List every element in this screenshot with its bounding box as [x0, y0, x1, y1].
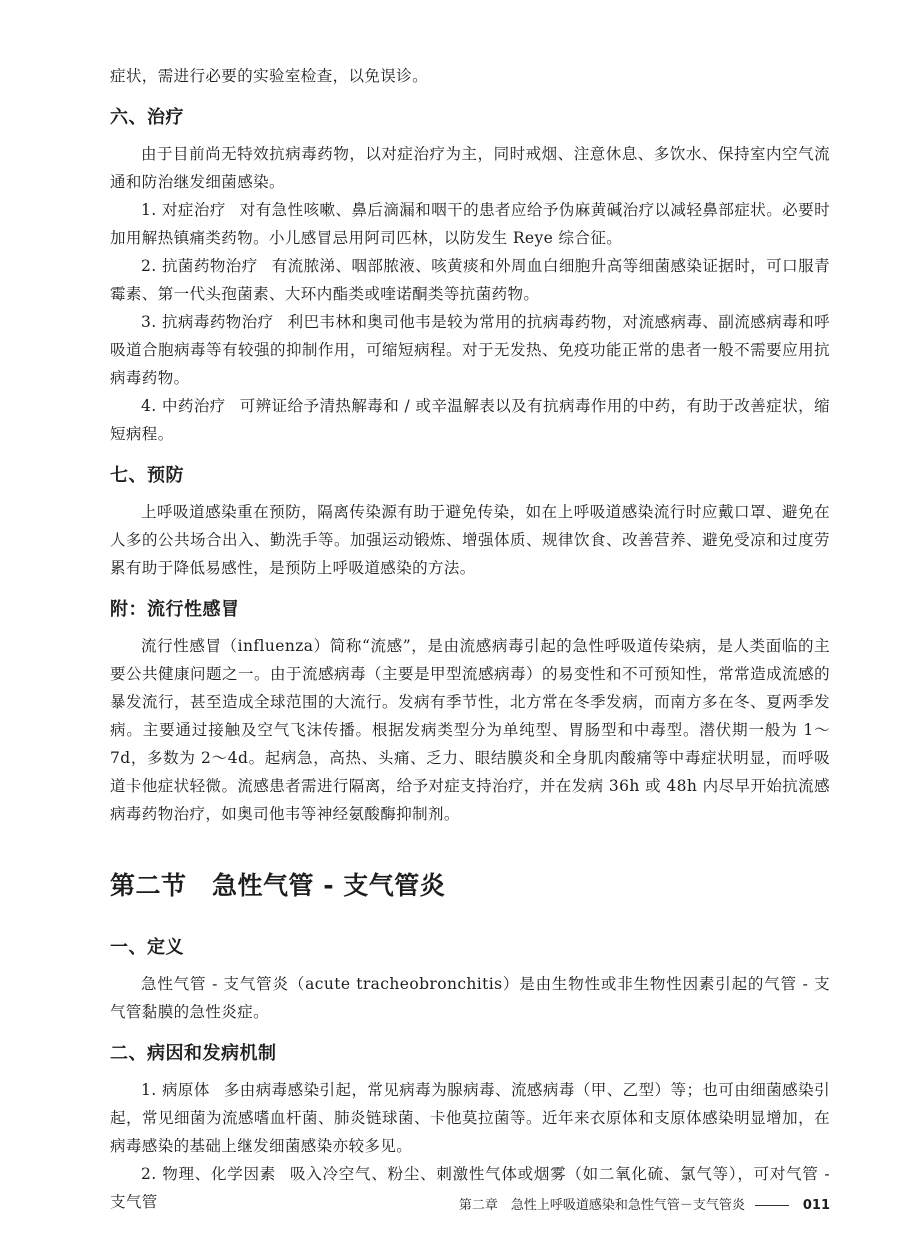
treatment-item [110, 252, 830, 308]
treatment-item [110, 392, 830, 448]
continuation-text: 症状，需进行必要的实验室检查，以免误诊。 [110, 67, 429, 85]
item-text: 对有急性咳嗽、鼻后滴漏和咽干的患者应给予伪麻黄碱治疗以减轻鼻部症状。必要时加用解热镇痛类药物。小儿感冒忌用阿司匹林，以防发生 Reye 综合征。 [110, 201, 830, 247]
definition-text: 急性气管 - 支气管炎（acute tracheobronchitis）是由生物性或非生物性因素引起的气管 - 支气管黏膜的急性炎症。 [110, 975, 830, 1021]
item-text: 有流脓涕、咽部脓液、咳黄痰和外周血白细胞升高等细菌感染证据时，可口服青霉素、第一代头孢菌素、大环内酯类或喹诺酮类等抗菌药物。 [110, 257, 830, 303]
prevention-text: 上呼吸道感染重在预防，隔离传染源有助于避免传染，如在上呼吸道感染流行时应戴口罩、避免在人多的公共场合出入、勤洗手等。加强运动锻炼、增强体质、规律饮食、改善营养、避免受凉和过度劳累有助于降低易感性，是预防上呼吸道感染的方法。 [110, 503, 830, 577]
item-label: 3. 抗病毒药物治疗 [141, 313, 274, 331]
treatment-item [110, 308, 830, 392]
item-text: 利巴韦林和奥司他韦是较为常用的抗病毒药物，对流感病毒、副流感病毒和呼吸道合胞病毒等有较强的抑制作用，可缩短病程。对于无发热、免疫功能正常的患者一般不需要应用抗病毒药物。 [110, 313, 830, 387]
item-label: 1. 对症治疗 [141, 201, 226, 219]
item-label: 2. 物理、化学因素 [141, 1165, 277, 1183]
page-number: 011 [802, 1198, 830, 1213]
appendix-text: 流行性感冒（influenza）简称“流感”，是由流感病毒引起的急性呼吸道传染病，是人类面临的主要公共健康问题之一。由于流感病毒（主要是甲型流感病毒）的易变性和不可预知性，常常造成流感的暴发流行，甚至造成全球范围的大流行。发病有季节性，北方常在冬季发病，而南方多在冬、夏两季发病。主要通过接触及空气飞沫传播。根据发病类型分为单纯型、胃肠型和中毒型。潜伏期一般为 1～7d，多数为 2～4d。起病急，高热、头痛、乏力、眼结膜炎和全身肌肉酸痛等中毒症状明显，而呼吸道卡他症状轻微。流感患者需进行隔离，给予对症支持治疗，并在发病 36h 或 48h 内尽早开始抗流感病毒药物治疗，如奥司他韦等神经氨酸酶抑制剂。 [110, 637, 830, 823]
item-text: 多由病毒感染引起，常见病毒为腺病毒、流感病毒（甲、乙型）等；也可由细菌感染引起，常见细菌为流感嗜血杆菌、肺炎链球菌、卡他莫拉菌等。近年来衣原体和支原体感染明显增加，在病毒感染的基础上继发细菌感染亦较多见。 [110, 1081, 830, 1155]
item-label: 4. 中药治疗 [141, 397, 226, 415]
item-text: 可辨证给予清热解毒和 / 或辛温解表以及有抗病毒作用的中药，有助于改善症状，缩短病程。 [110, 397, 830, 443]
item-label: 2. 抗菌药物治疗 [141, 257, 258, 275]
section-heading-definition: 一、定义 [110, 937, 184, 958]
section-title: 第二节 急性气管 - 支气管炎 [110, 871, 446, 900]
footer-rule [755, 1205, 789, 1206]
section-heading-prevention: 七、预防 [110, 465, 184, 486]
page-body [110, 62, 830, 1216]
section-heading-etiology: 二、病因和发病机制 [110, 1043, 277, 1064]
appendix-heading: 附：流行性感冒 [110, 599, 240, 620]
treatment-intro: 由于目前尚无特效抗病毒药物，以对症治疗为主，同时戒烟、注意休息、多饮水、保持室内空气流通和防治继发细菌感染。 [110, 145, 830, 191]
running-title: 第二章 急性上呼吸道感染和急性气管－支气管炎 [458, 1198, 745, 1213]
page-footer [110, 1196, 830, 1216]
etiology-item [110, 1076, 830, 1160]
section-heading-treatment: 六、治疗 [110, 107, 184, 128]
item-text: 吸入冷空气、粉尘、刺激性气体或烟雾（如二氧化硫、氯气等），可对气管 - 支气管 [110, 1165, 830, 1211]
item-label: 1. 病原体 [141, 1081, 210, 1099]
treatment-item [110, 196, 830, 252]
